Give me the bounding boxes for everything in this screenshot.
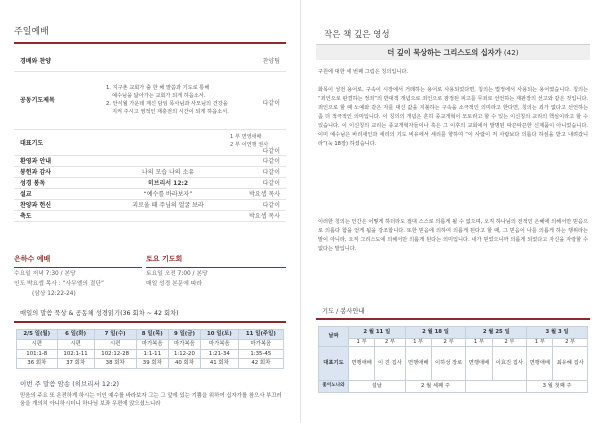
order-row-scripture bbox=[14, 178, 286, 189]
schedule-cell bbox=[466, 380, 527, 392]
reading-day: 9 일(금) bbox=[168, 330, 200, 340]
memory-verse-title: 이번 주 말씀 암송 (히브리서 12:2) bbox=[20, 380, 120, 388]
reading-plan-header bbox=[14, 310, 286, 323]
reading-round-row bbox=[17, 359, 284, 369]
meditation-number: (42) bbox=[503, 48, 519, 57]
order-leader: 다같이 bbox=[262, 169, 280, 176]
order-row-sermon bbox=[14, 189, 286, 200]
reading-range-row bbox=[17, 349, 284, 359]
memory-verse-text: 믿음의 주요 또 온전하게 하시는 이인 예수를 바라보자 그는 그 앞에 있는 기쁨을 위하여 십자가를 참으사 부끄러움을 개의치 아니하시더니 하나님 보좌 우편에 앉으셨느니라 bbox=[20, 393, 282, 408]
order-leader: 다같이 bbox=[262, 100, 280, 107]
prayer-line: 1. 지구촌 교회가 출 한 해 말씀과 기도로 통해 bbox=[106, 85, 210, 91]
order-content: 나의 모습 나의 소유 bbox=[141, 169, 195, 176]
reading-book: 마가복음 bbox=[168, 339, 200, 349]
reading-header-row bbox=[17, 330, 284, 340]
wednesday-title: 은하수 예배 bbox=[14, 255, 51, 263]
reading-range: 1:1-11 bbox=[136, 349, 168, 359]
reading-round: 38 회차 bbox=[94, 359, 136, 369]
reading-day: 10 일(토) bbox=[201, 330, 239, 340]
reading-book-row bbox=[17, 339, 284, 349]
schedule-cell: 2 월 셰째 주 bbox=[405, 380, 466, 392]
order-leader: 박요셉 목사 bbox=[249, 191, 280, 198]
reading-range: 102:12-28 bbox=[94, 349, 136, 359]
saturday-prayer-box bbox=[146, 255, 286, 303]
reading-round: 41 회차 bbox=[201, 359, 239, 369]
reading-range: 102:1-11 bbox=[57, 349, 94, 359]
order-label: 대표기도 bbox=[20, 140, 44, 147]
reading-round: 37 회차 bbox=[57, 359, 94, 369]
reading-book: 마가복음 bbox=[238, 339, 283, 349]
reading-book: 마가복음 bbox=[201, 339, 239, 349]
service-schedule-table bbox=[318, 326, 588, 393]
reading-range: 101:1-8 bbox=[17, 349, 58, 359]
reading-book: 마가복음 bbox=[136, 339, 168, 349]
meditation-title-bar bbox=[316, 44, 590, 60]
order-label: 설교 bbox=[20, 191, 32, 198]
order-content: 히브리서 12:2 bbox=[147, 180, 189, 187]
schedule-part: 1 부 bbox=[405, 339, 431, 347]
saturday-rule bbox=[146, 267, 286, 268]
order-label: 환영과 안내 bbox=[20, 158, 52, 165]
schedule-part: 2 부 bbox=[492, 339, 527, 347]
reading-round: 39 회차 bbox=[136, 359, 168, 369]
article-paragraph: 이러한 칭의는 인간은 어떻게 하더라도 절대 스스로 의롭게 될 수 없으며, 오직 하나님의 전적인 은혜에 의해서만 믿음으로 의롭다 함을 얻게 됨을 강조합니다. 또한 믿음에 의하여 의롭게 된다고 할 때, 그 믿음이 나를 의롭게 하는 행위라는 말이 아니라, 오직 그리스도에 의해서만 의롭게 된다는 의미입니다. 내가 믿었으니까 의롭게 되었다고 자신을 자랑할 수 없다는 말입니다. bbox=[318, 219, 588, 252]
schedule-cell: 최유혜 집사 bbox=[553, 346, 588, 380]
rep-prayer-line: 1 부 면영애배 bbox=[230, 134, 262, 140]
reading-round: 42 회차 bbox=[238, 359, 283, 369]
saturday-line: 매일 성경 본문에 따라 bbox=[146, 280, 202, 287]
order-row-rep-prayer bbox=[14, 130, 286, 156]
notice-title: 기도 / 봉사안내 bbox=[322, 308, 365, 315]
reading-day: 8 일(목) bbox=[136, 330, 168, 340]
section-title: 작은 책 깊은 영성 bbox=[324, 30, 390, 40]
schedule-cell: 면행애배 bbox=[527, 346, 553, 380]
schedule-date-row bbox=[319, 327, 588, 339]
schedule-row-head: 꽃이노나와 bbox=[319, 380, 349, 392]
schedule-part-row bbox=[319, 339, 588, 347]
schedule-row-head: 대표기도 bbox=[319, 346, 349, 380]
order-row-offering bbox=[14, 167, 286, 178]
wednesday-line: 인도 박요셉 목사 : “사무엘의 결단” bbox=[14, 280, 104, 287]
order-label: 경배와 찬양 bbox=[20, 58, 52, 65]
order-row-dedication bbox=[14, 200, 286, 211]
schedule-cell: 3 월 첫째 주 bbox=[527, 380, 588, 392]
schedule-part: 2 부 bbox=[375, 339, 405, 347]
prayer-line: 2. 안식월 가운데 계신 담임 목사님과 사모님의 건강을 bbox=[106, 101, 228, 108]
notice-header bbox=[316, 307, 590, 320]
wednesday-worship-box bbox=[14, 255, 144, 303]
reading-book: 시편 bbox=[17, 339, 58, 349]
reading-day: 7 일(수) bbox=[94, 330, 136, 340]
schedule-cell: 면행애배 bbox=[466, 346, 492, 380]
schedule-cell: 면행애배 bbox=[349, 346, 375, 380]
schedule-part: 2 부 bbox=[553, 339, 588, 347]
reading-range: 1:35-45 bbox=[238, 349, 283, 359]
schedule-part: 1 부 bbox=[349, 339, 375, 347]
order-leader: 다같이 bbox=[262, 202, 280, 209]
reading-day: 11 일(주일) bbox=[238, 330, 283, 340]
order-row-prayer bbox=[14, 72, 286, 130]
schedule-part: 2 부 bbox=[431, 339, 466, 347]
schedule-date: 3 월 3 일 bbox=[527, 327, 588, 339]
reading-plan-table bbox=[16, 329, 284, 369]
schedule-date: 2 월 18 일 bbox=[405, 327, 466, 339]
schedule-cell: 면행애배 bbox=[405, 346, 431, 380]
order-content: “예수를 바라보자” bbox=[143, 191, 193, 198]
order-row-benediction bbox=[14, 211, 286, 222]
reading-round: 40 회차 bbox=[168, 359, 200, 369]
schedule-date: 2 월 11 일 bbox=[349, 327, 406, 339]
schedule-part: 1 부 bbox=[527, 339, 553, 347]
meditation-title-wrap bbox=[316, 48, 590, 57]
order-leader: 찬양팀 bbox=[262, 58, 280, 65]
article-paragraph: 구원에 대한 세 번째 그림은 칭의입니다. bbox=[318, 69, 409, 75]
schedule-date: 2 월 25 일 bbox=[466, 327, 527, 339]
order-row-praise bbox=[14, 50, 286, 72]
schedule-cell: 이 진 집사 bbox=[375, 346, 405, 380]
reading-range: 1:12-20 bbox=[168, 349, 200, 359]
order-leader: 박요셉 목사 bbox=[249, 213, 280, 220]
order-label: 봉헌과 감사 bbox=[20, 169, 52, 176]
reading-plan-title: 매일의 말씀 묵상 & 공동체 성경읽기(36 회차 ~ 42 회차) bbox=[20, 310, 179, 317]
schedule-cell: 이효진 집사 bbox=[492, 346, 527, 380]
schedule-cell: 설날 bbox=[349, 380, 406, 392]
reading-book: 시편 bbox=[94, 339, 136, 349]
rep-prayer-line: 2 부 이연행 권사 bbox=[230, 142, 269, 149]
saturday-line: 토요일 오전 7:00 / 본당 bbox=[146, 270, 208, 277]
schedule-corner: 날짜 bbox=[319, 327, 349, 347]
order-label: 축도 bbox=[20, 213, 32, 220]
reading-day: 2/5 일(월) bbox=[17, 330, 58, 340]
schedule-part: 1 부 bbox=[466, 339, 492, 347]
reading-round: 36 회차 bbox=[17, 359, 58, 369]
wednesday-rule bbox=[14, 267, 142, 268]
order-leader: 다같이 bbox=[262, 158, 280, 165]
wednesday-line: 수요일 저녁 7:30 / 본당 bbox=[14, 270, 76, 277]
reading-day: 6 일(화) bbox=[57, 330, 94, 340]
order-leader: 다같이 bbox=[262, 180, 280, 187]
order-content: 괴로울 때 주님의 얼굴 보라 bbox=[132, 202, 204, 209]
order-label: 성경 봉독 bbox=[20, 180, 46, 187]
title-rule bbox=[14, 42, 286, 44]
schedule-cell: 이하성 장로 bbox=[431, 346, 466, 380]
order-label: 공동기도제목 bbox=[20, 97, 55, 104]
meditation-title: 더 깊이 묵상하는 그리스도의 십자가 bbox=[387, 48, 502, 57]
reading-range: 1:21-34 bbox=[201, 349, 239, 359]
reading-book: 시편 bbox=[57, 339, 94, 349]
prayer-list bbox=[106, 84, 256, 116]
prayer-line: 지켜 주시고 영적인 재충전의 시간이 되게 하옵소서. bbox=[112, 109, 229, 116]
order-row-welcome bbox=[14, 156, 286, 167]
saturday-title: 토요 기도회 bbox=[146, 255, 183, 263]
article-paragraph: 화목이 성전 용어로, 구속이 시장에서 거래하는 용어로 사용되었다면, 칭의는 법정에서 사용되는 용어였습니다. 칭의는 “죄인으로 판결하는 정죄”의 반대적 개념으로 죄인으로 잠정된 피고를 무죄로 선언하는 재판장의 선고와 같은 것입니다. 죄인으로 할 때 노예와 같은 자를 대신 값을 지불하는 구속을 소극적인 의미라고 한다면, 칭의는 죄가 없다고 선언하는 좀 더 적극적인 의미입니다. 이 칭의의 개념은 흔히 종교개혁이 모토라고 할 수 있는 이신칭의 교리의 핵심이라고 할 수 있습니다. 이 이신칭의 교리는 종교개혁자들이나 혹은 그 이후의 교회에서 발명된 따끈따끈한 신제품이 아니었습니다. 이미 예수님은 바리새인과 세리의 기도 비유에서 세리를 향하여 “이 사람이 저 사람보다 의롭다 하심을 받고 내려갔니라”(눅 18장) 하셨습니다. bbox=[318, 87, 588, 147]
schedule-clean-row bbox=[319, 380, 588, 392]
column-divider bbox=[300, 0, 301, 423]
wednesday-line: (삼상 12:22-24) bbox=[32, 291, 76, 298]
order-leader: 다같이 bbox=[262, 148, 280, 155]
schedule-prayer-row bbox=[319, 346, 588, 380]
prayer-line: 예수님을 닮아가는 교회가 되게 하옵소서. bbox=[112, 93, 206, 100]
sunday-worship-title: 주일예배 bbox=[14, 27, 49, 37]
order-label: 찬양과 헌신 bbox=[20, 202, 52, 209]
